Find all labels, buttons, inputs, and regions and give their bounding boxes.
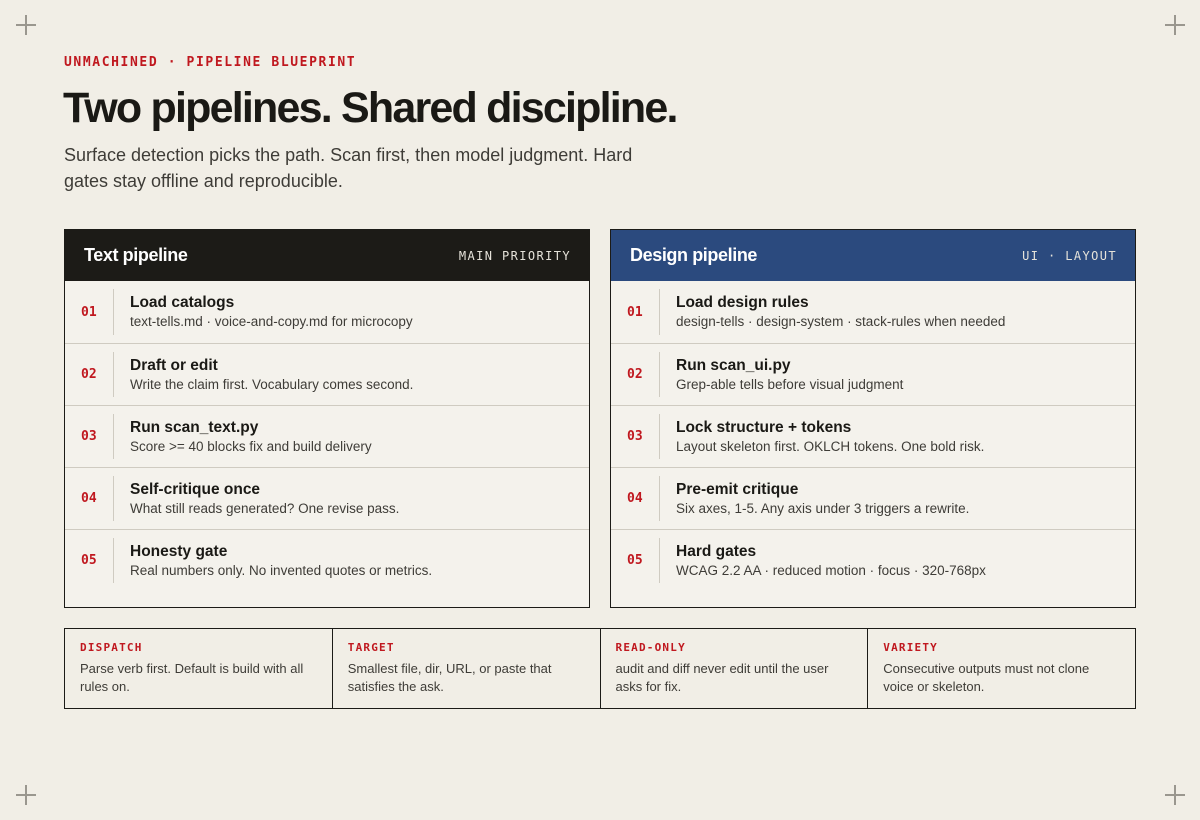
step-title: Lock structure + tokens: [676, 419, 852, 436]
step-number: 01: [611, 289, 660, 335]
step-description: Real numbers only. No invented quotes or metrics.: [130, 563, 433, 578]
text-pipeline-title: Text pipeline: [84, 245, 188, 265]
rule-cell-read-only: [600, 629, 868, 708]
rule-text: audit and diff never edit until the user asks for fix.: [615, 661, 829, 694]
step-title: Run scan_text.py: [130, 419, 259, 436]
design-pipeline-title: Design pipeline: [630, 245, 758, 265]
step-title: Load design rules: [676, 294, 809, 311]
page-title: Two pipelines. Shared discipline.: [63, 84, 677, 132]
rule-text: Parse verb first. Default is build with all rules on.: [80, 661, 304, 694]
pipeline-step: [611, 529, 1135, 591]
eyebrow: UNMACHINED · PIPELINE BLUEPRINT: [64, 55, 357, 70]
step-title: Load catalogs: [130, 294, 235, 311]
step-number: 02: [65, 352, 114, 397]
step-description: Grep-able tells before visual judgment: [676, 377, 904, 392]
step-number: 03: [611, 414, 660, 459]
step-number: 04: [65, 476, 114, 521]
rule-cell-dispatch: [65, 629, 332, 708]
corner-crosshair-icon: [1165, 15, 1185, 35]
step-description: What still reads generated? One revise pass.: [130, 501, 400, 516]
step-description: text-tells.md · voice-and-copy.md for microcopy: [130, 314, 413, 329]
step-title: Self-critique once: [130, 481, 261, 498]
design-pipeline-steps: [611, 281, 1135, 591]
pipeline-step: [611, 467, 1135, 529]
rule-text: Consecutive outputs must not clone voice or skeleton.: [883, 661, 1090, 694]
step-description: design-tells · design-system · stack-rules when needed: [676, 314, 1006, 329]
pipeline-step: [611, 405, 1135, 467]
step-description: Layout skeleton first. OKLCH tokens. One bold risk.: [676, 439, 985, 454]
corner-crosshair-icon: [16, 15, 36, 35]
pipeline-step: [65, 467, 589, 529]
step-title: Draft or edit: [130, 357, 218, 374]
step-number: 03: [65, 414, 114, 459]
step-title: Pre-emit critique: [676, 481, 799, 498]
step-number: 05: [611, 538, 660, 583]
design-pipeline-tag: UI · LAYOUT: [1022, 248, 1117, 263]
step-description: Score >= 40 blocks fix and build delivery: [130, 439, 372, 454]
rule-cell-target: [332, 629, 600, 708]
page-subtitle: Surface detection picks the path. Scan first, then model judgment. Hard gates stay offline and reproducible.: [64, 145, 633, 191]
pipeline-step: [65, 405, 589, 467]
rule-label: READ-ONLY: [615, 641, 686, 654]
pipeline-step: [611, 281, 1135, 343]
rule-label: VARIETY: [883, 641, 939, 654]
rules-footer: [64, 628, 1136, 709]
step-description: Write the claim first. Vocabulary comes second.: [130, 377, 414, 392]
text-pipeline-panel: [64, 229, 590, 608]
step-title: Honesty gate: [130, 543, 228, 560]
step-description: Six axes, 1-5. Any axis under 3 triggers a rewrite.: [676, 501, 970, 516]
text-pipeline-tag: MAIN PRIORITY: [458, 248, 571, 263]
corner-crosshair-icon: [1165, 785, 1185, 805]
design-pipeline-header: [611, 230, 1135, 281]
step-number: 05: [65, 538, 114, 583]
step-number: 02: [611, 352, 660, 397]
rule-cell-variety: [867, 629, 1135, 708]
step-title: Run scan_ui.py: [676, 357, 791, 374]
pipeline-step: [65, 343, 589, 405]
step-number: 04: [611, 476, 660, 521]
text-pipeline-steps: [65, 281, 589, 591]
design-pipeline-panel: [610, 229, 1136, 608]
pipeline-step: [65, 529, 589, 591]
step-title: Hard gates: [676, 543, 757, 560]
corner-crosshair-icon: [16, 785, 36, 805]
pipeline-step: [65, 281, 589, 343]
pipeline-step: [611, 343, 1135, 405]
text-pipeline-header: [65, 230, 589, 281]
step-number: 01: [65, 289, 114, 335]
step-description: WCAG 2.2 AA · reduced motion · focus · 320-768px: [676, 563, 986, 578]
rule-label: DISPATCH: [80, 641, 143, 654]
rule-label: TARGET: [347, 641, 395, 654]
rule-text: Smallest file, dir, URL, or paste that satisfies the ask.: [347, 661, 552, 694]
